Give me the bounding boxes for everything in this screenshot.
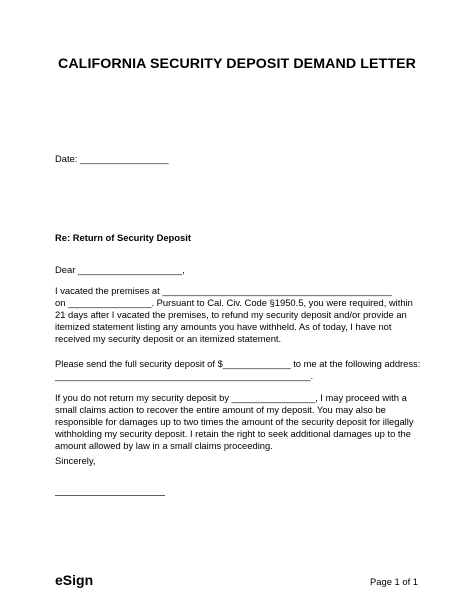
paragraph-line: received my security deposit or an itemized statement. — [55, 333, 282, 344]
paragraph-line: small claims action to recover the entire amount of my deposit. You may also be — [55, 404, 386, 415]
document-title: CALIFORNIA SECURITY DEPOSIT DEMAND LETTER — [57, 56, 416, 72]
paragraph-line: If you do not return my security deposit by ________________, I may proceed with a — [55, 392, 407, 403]
paragraph-line: itemized statement listing any amounts you have withheld. As of today, I have not — [55, 321, 392, 332]
paragraph-line: Please send the full security deposit of $_____________ to me at the following address: — [55, 358, 421, 369]
paragraph-line: on ________________. Pursuant to Cal. Civ. Code §1950.5, you were required, within — [55, 297, 413, 308]
paragraph-line: 21 days after I vacated the premises, to refund my security deposit and/or provide an — [55, 309, 407, 320]
esign-logo: eSign — [55, 572, 94, 588]
closing: Sincerely, — [55, 455, 96, 466]
date-line: Date: _________________ — [55, 153, 169, 164]
paragraph-line: I vacated the premises at ____________________________________________ — [55, 285, 392, 296]
subject-line: Re: Return of Security Deposit — [55, 232, 191, 243]
paragraph-line: withholding my security deposit. I retain the right to seek additional damages up to the — [55, 428, 411, 439]
salutation: Dear ____________________, — [55, 264, 185, 275]
paragraph-line: responsible for damages up to two times the amount of the security deposit for illegally — [55, 416, 414, 427]
signature-line — [55, 495, 165, 496]
paragraph-line: amount allowed by law in a small claims proceeding. — [55, 440, 273, 451]
page-number: Page 1 of 1 — [370, 576, 418, 587]
paragraph-line: _________________________________________________. — [55, 370, 314, 381]
